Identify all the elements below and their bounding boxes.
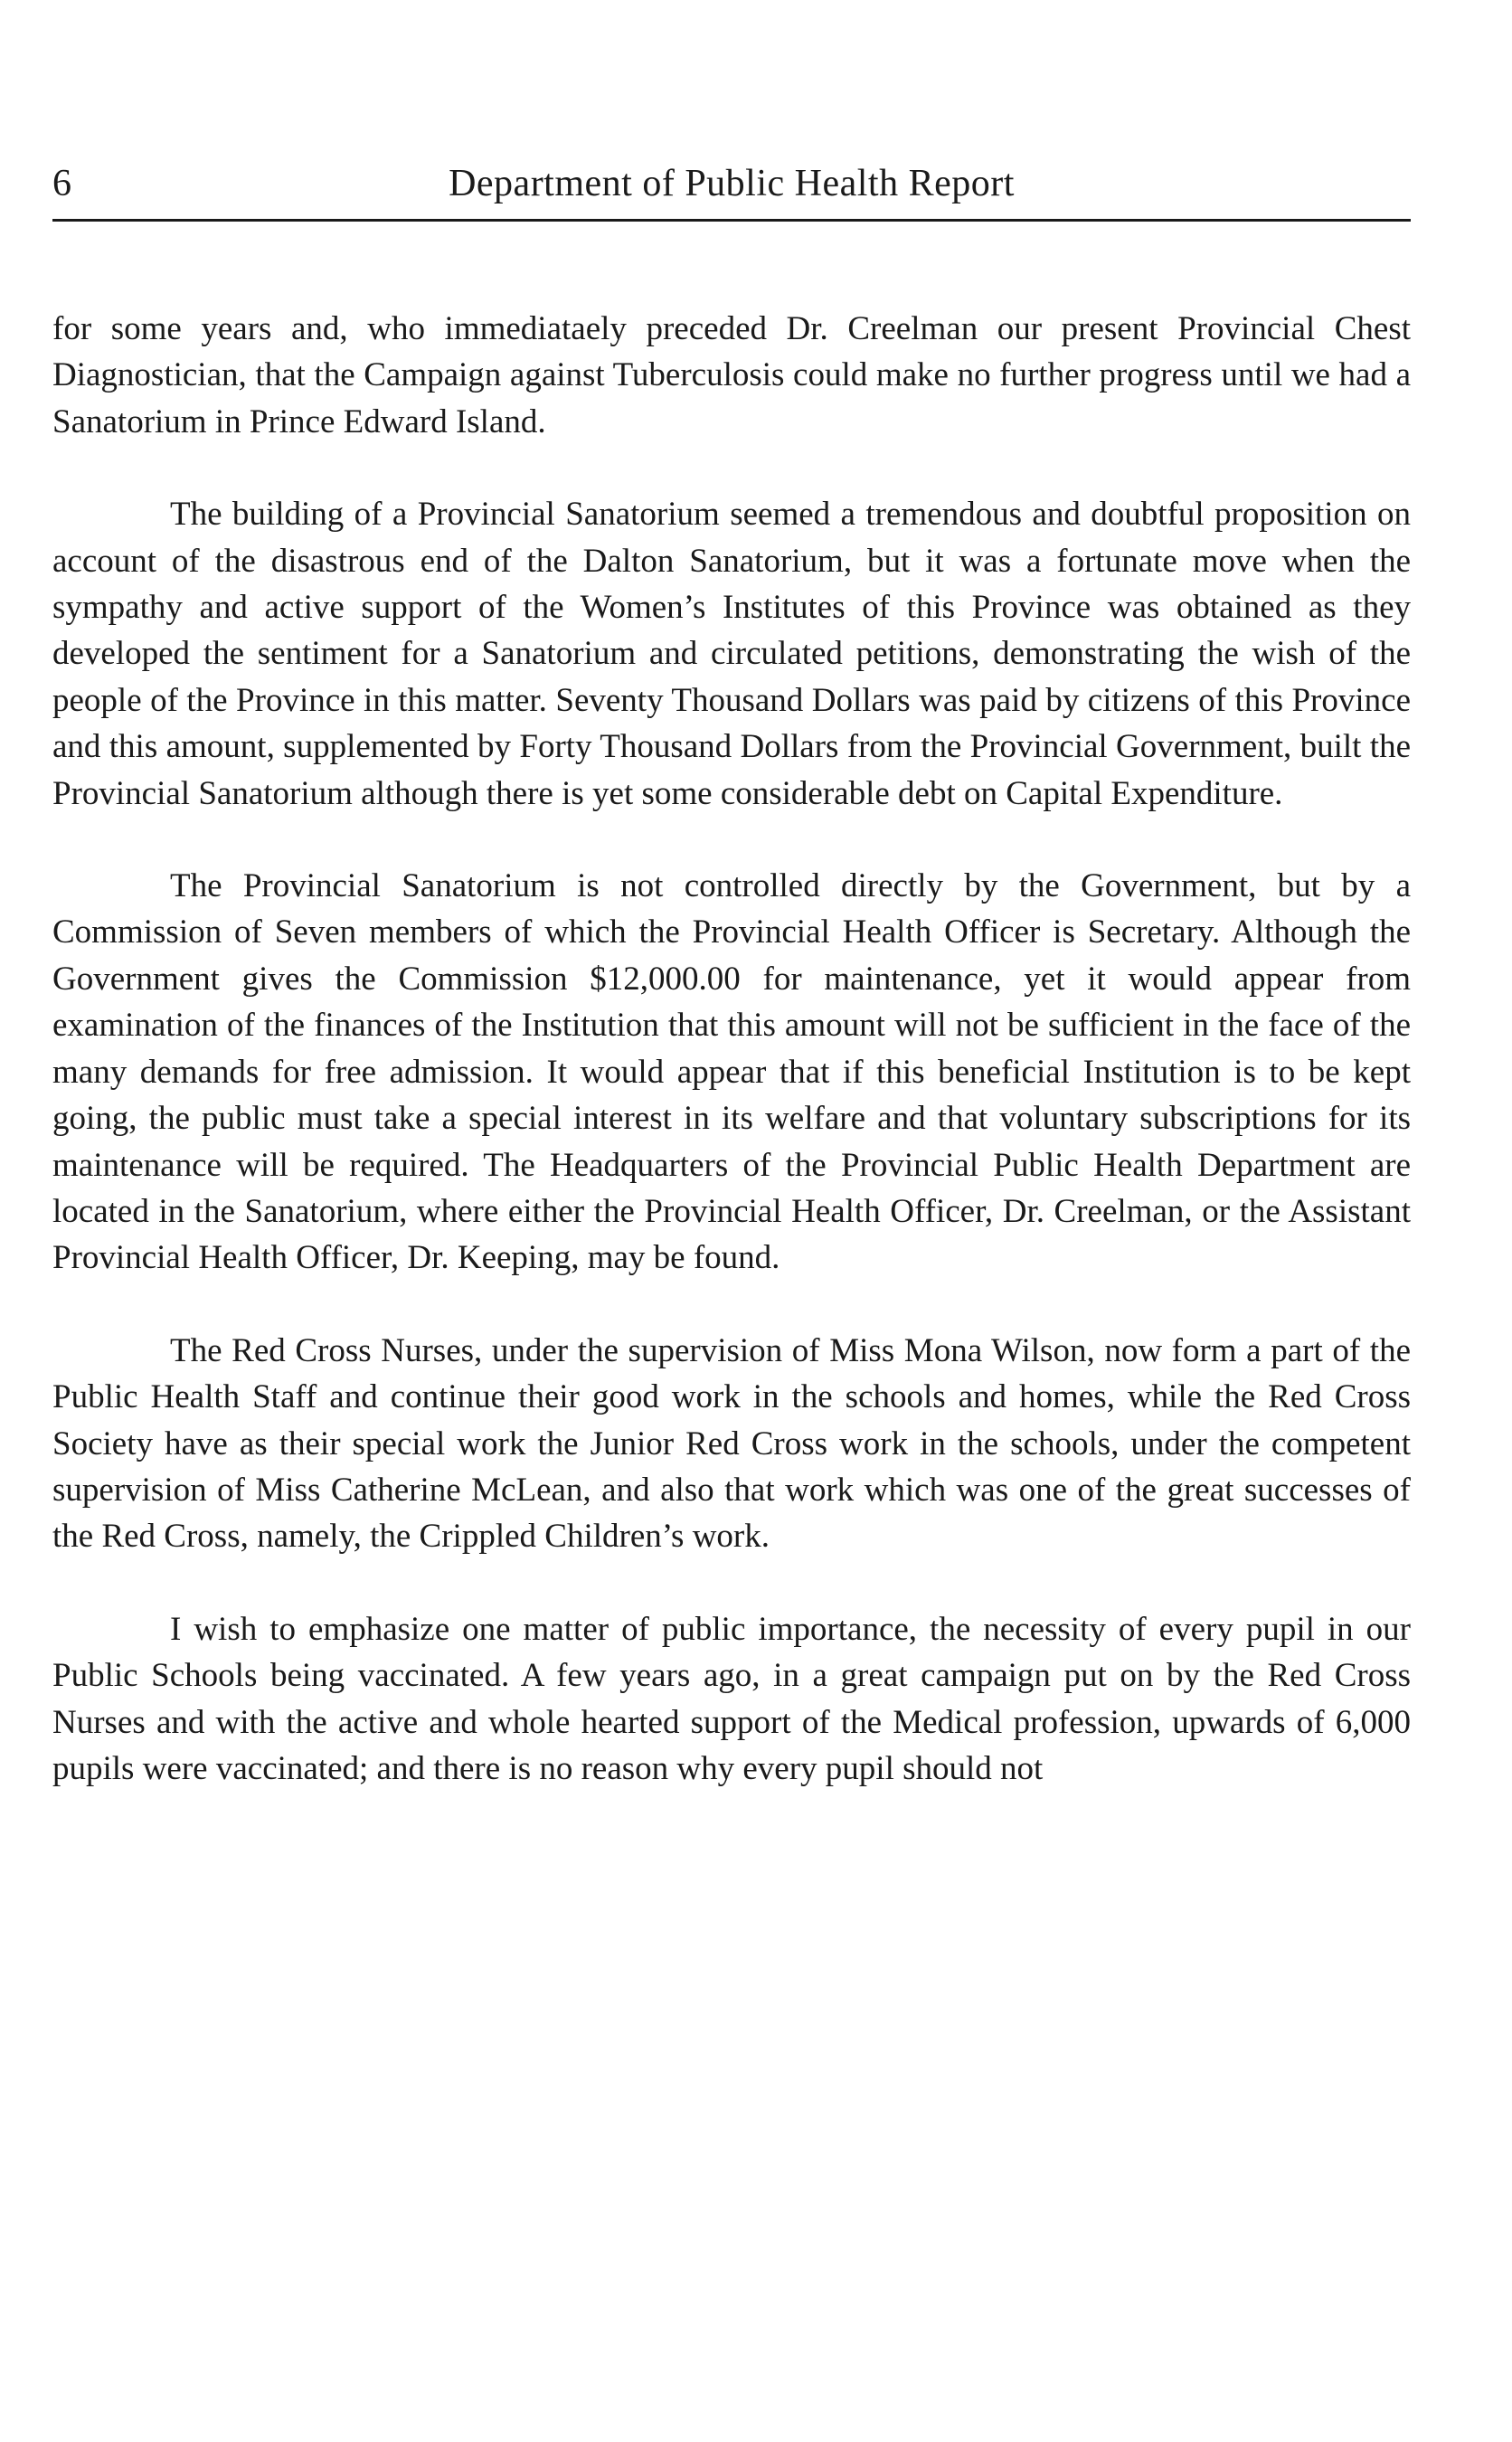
running-head: Department of Public Health Report: [449, 163, 1015, 204]
header-rule: [52, 219, 1411, 222]
paragraph: The Red Cross Nurses, under the supervision of Miss Mona Wilson, now form a part of the Public Health Staff and continue their good work in the schools and homes, while the Red Cross Society have as their special work the Junior Red Cross work in the schools, under the competent supervision of Miss Catherine McLean, and also that work which was one of the great successes of the Red Cross, namely, the Crippled Children’s work.: [52, 1331, 1411, 1556]
paragraph: The building of a Provincial Sanatorium seemed a tremendous and doubtful proposition on account of the disastrous end of the Dalton Sanatorium, but it was a fortunate move when the sympathy and active support of the Women’s Institutes of this Province was obtained as they developed the sentiment for a Sanatorium and circulated petitions, demonstrating the wish of the people of the Province in this matter. Seventy Thousand Dollars was paid by citizens of this Province and this amount, supplemented by Forty Thousand Dollars from the Provincial Government, built the Provincial Sanatorium although there is yet some considerable debt on Capital Expenditure.: [52, 496, 1411, 812]
page-number: 6: [52, 163, 71, 204]
page-header: [52, 161, 1411, 206]
body-text: [52, 306, 1411, 1792]
paragraph: The Provincial Sanatorium is not controlled directly by the Government, but by a Commission of Seven members of which the Provincial Health Officer is Secretary. Although the Government gives the Commission $12,000.00 for maintenance, yet it would appear from examination of the finances of the Institution that this amount will not be sufficient in the face of the many demands for free admission. It would appear that if this beneficial Institution is to be kept going, the public must take a special interest in its welfare and that voluntary subscriptions for its maintenance will be required. The Headquarters of the Provincial Public Health Department are located in the Sanatorium, where either the Provincial Health Officer, Dr. Creelman, or the Assistant Provincial Health Officer, Dr. Keeping, may be found.: [52, 867, 1411, 1277]
paragraph: I wish to emphasize one matter of public importance, the necessity of every pupil in our Public Schools being vaccinated. A few years ago, in a great campaign put on by the Red Cross Nurses and with the active and whole hearted support of the Medical profession, upwards of 6,000 pupils were vaccinated; and there is no reason why every pupil should not: [52, 1610, 1411, 1787]
paragraph: for some years and, who immediataely preceded Dr. Creelman our present Provincial Chest Diagnostician, that the Campaign against Tuberculosis could make no further progress until we had a Sanatorium in Prince Edward Island.: [52, 310, 1411, 440]
